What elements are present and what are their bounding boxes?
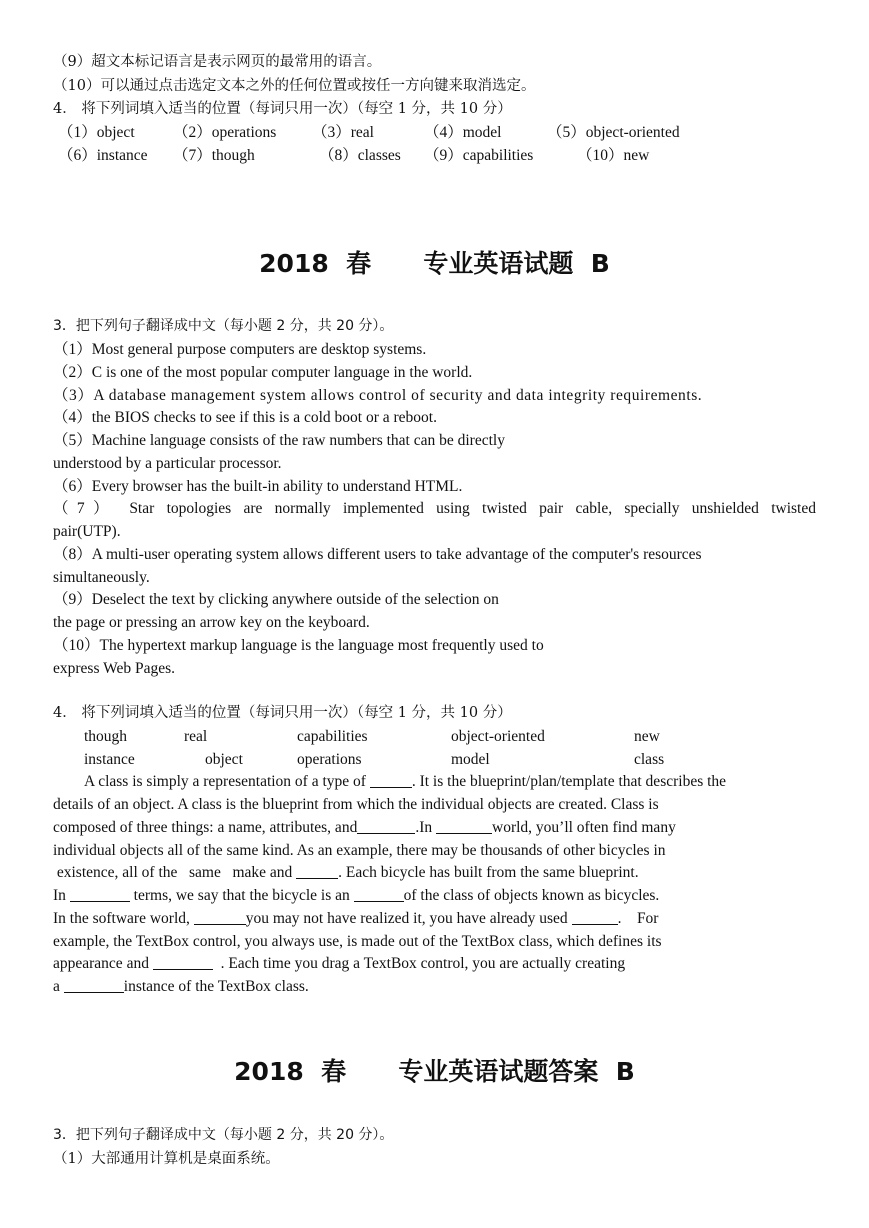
sentence-line: （8）A multi-user operating system allows different users to take advantage of the computer's resources bbox=[53, 546, 702, 563]
word-option: （2）operations bbox=[173, 124, 277, 141]
sentence-line: pair(UTP). bbox=[53, 523, 121, 540]
word-bank-item: instance bbox=[84, 751, 135, 768]
answer-blank bbox=[64, 978, 124, 993]
passage-text: world, you’ll often find many bbox=[492, 819, 676, 836]
passage-line: example, the TextBox control, you always use, is made out of the TextBox class, which defines its bbox=[53, 933, 662, 950]
passage-text: A class is simply a representation of a type of bbox=[84, 773, 370, 790]
passage-line bbox=[53, 818, 676, 838]
word-option: （6）instance bbox=[58, 147, 148, 164]
answer-blank bbox=[370, 773, 412, 788]
word-bank-item: model bbox=[451, 751, 490, 768]
passage-text: In the software world, bbox=[53, 910, 194, 927]
answer-blank bbox=[572, 910, 618, 925]
passage-line: individual objects all of the same kind. As an example, there may be thousands of other bicycles in bbox=[53, 842, 666, 859]
sentence-line: simultaneously. bbox=[53, 569, 150, 586]
word-option: （7）though bbox=[173, 147, 255, 164]
passage-text: existence, all of the same make and bbox=[53, 864, 297, 881]
passage-text: appearance and bbox=[53, 955, 153, 972]
answer-blank bbox=[296, 864, 338, 879]
word-bank-item: operations bbox=[297, 751, 362, 768]
passage-text: In bbox=[53, 887, 70, 904]
word-option: （9）capabilities bbox=[424, 147, 534, 164]
passage-line bbox=[84, 772, 726, 792]
passage-text: terms, we say that the bicycle is an bbox=[129, 887, 354, 904]
answer-blank bbox=[354, 887, 404, 902]
answer-blank bbox=[194, 910, 246, 925]
word-bank-item: though bbox=[84, 728, 128, 745]
answers-title: 2018 春 专业英语试题答案 B bbox=[234, 1057, 635, 1086]
sentence-line: （10）The hypertext markup language is the language most frequently used to bbox=[53, 637, 544, 654]
passage-text: instance of the TextBox class. bbox=[123, 978, 309, 995]
answer-blank bbox=[70, 887, 130, 902]
passage-line bbox=[53, 886, 659, 906]
passage-text: . Each bicycle has built from the same blueprint. bbox=[338, 864, 639, 881]
passage-text: . Each time you drag a TextBox control, you are actually creating bbox=[212, 955, 626, 972]
word-option: （8）classes bbox=[319, 147, 401, 164]
word-bank-item: capabilities bbox=[297, 728, 368, 745]
passage-line bbox=[53, 863, 639, 883]
sentence-line: （7） Star topologies are normally implemented using twisted pair cable, specially unshielded twisted bbox=[53, 500, 816, 517]
passage-text: . For bbox=[617, 910, 659, 927]
word-bank-item: object bbox=[205, 751, 243, 768]
question-3-heading: 3．把下列句子翻译成中文（每小题 2 分，共 20 分）。 bbox=[53, 1127, 394, 1143]
word-option: （1）object bbox=[58, 124, 135, 141]
word-option: （10）new bbox=[577, 147, 650, 164]
translation-line-10: （10）可以通过点击选定文本之外的任何位置或按任一方向键来取消选定。 bbox=[53, 78, 536, 94]
sentence-line: （6）Every browser has the built-in ability to understand HTML. bbox=[53, 478, 463, 495]
passage-text: you may not have realized it, you have already used bbox=[245, 910, 572, 927]
passage-text: a bbox=[53, 978, 64, 995]
word-option: （4）model bbox=[424, 124, 502, 141]
sentence-line: （4）the BIOS checks to see if this is a cold boot or a reboot. bbox=[53, 409, 437, 426]
passage-line bbox=[53, 909, 658, 929]
sentence-line: understood by a particular processor. bbox=[53, 455, 282, 472]
word-bank-item: new bbox=[634, 728, 660, 745]
word-bank-item: real bbox=[184, 728, 208, 745]
passage-text: composed of three things: a name, attributes, and bbox=[53, 819, 358, 836]
question-4-heading: 4． 将下列词填入适当的位置（每词只用一次）（每空 1 分，共 10 分） bbox=[53, 705, 512, 721]
passage-line: details of an object. A class is the blueprint from which the individual objects are created. Class is bbox=[53, 796, 659, 813]
question-3-heading: 3．把下列句子翻译成中文（每小题 2 分，共 20 分）。 bbox=[53, 318, 394, 334]
word-bank-item: class bbox=[634, 751, 665, 768]
answer-blank bbox=[153, 955, 213, 970]
answer-blank bbox=[436, 819, 492, 834]
question-4-heading: 4． 将下列词填入适当的位置（每词只用一次）（每空 1 分，共 10 分） bbox=[53, 101, 512, 117]
sentence-line: （5）Machine language consists of the raw numbers that can be directly bbox=[53, 432, 505, 449]
passage-line bbox=[53, 977, 309, 997]
word-option: （3）real bbox=[312, 124, 374, 141]
sentence-line: （2）C is one of the most popular computer language in the world. bbox=[53, 364, 473, 381]
answer-line-1: （1）大部通用计算机是桌面系统。 bbox=[53, 1151, 280, 1167]
sentence-line: express Web Pages. bbox=[53, 660, 176, 677]
word-option: （5）object-oriented bbox=[547, 124, 680, 141]
passage-text: .In bbox=[415, 819, 436, 836]
passage-text: of the class of objects known as bicycles. bbox=[403, 887, 660, 904]
exam-title: 2018 春 专业英语试题 B bbox=[259, 249, 610, 278]
passage-line bbox=[53, 954, 625, 974]
passage-text: . It is the blueprint/plan/template that describes the bbox=[411, 773, 727, 790]
translation-line-9: （9）超文本标记语言是表示网页的最常用的语言。 bbox=[53, 54, 382, 70]
sentence-line: （1）Most general purpose computers are desktop systems. bbox=[53, 341, 427, 358]
sentence-line: （9）Deselect the text by clicking anywhere outside of the selection on bbox=[53, 591, 499, 608]
sentence-line: the page or pressing an arrow key on the keyboard. bbox=[53, 614, 370, 631]
word-bank-item: object-oriented bbox=[451, 728, 545, 745]
sentence-line: （3）A database management system allows control of security and data integrity requirements. bbox=[53, 387, 703, 404]
answer-blank bbox=[357, 819, 415, 834]
